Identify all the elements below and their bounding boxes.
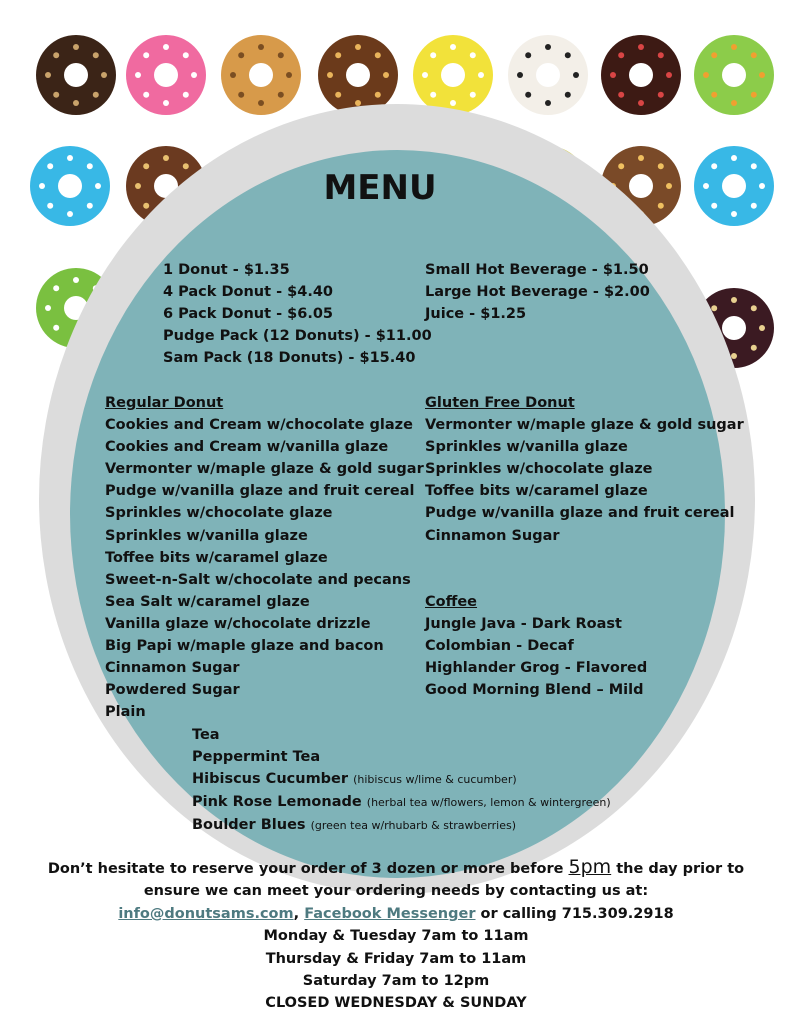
- tea-item-note: (hibiscus w/lime & cucumber): [353, 773, 517, 787]
- price-item: Pudge Pack (12 Donuts) - $11.00: [163, 328, 432, 345]
- donut-topping: [450, 44, 456, 50]
- price-item: Small Hot Beverage - $1.50: [425, 262, 649, 278]
- tea-item: [192, 791, 611, 814]
- donut-topping: [545, 44, 551, 50]
- donut-topping: [135, 72, 141, 78]
- regular-donut-item: Vermonter w/maple glaze & gold sugar: [105, 461, 424, 478]
- donut-topping: [759, 72, 765, 78]
- price-item: 1 Donut - $1.35: [163, 262, 290, 278]
- donut-topping: [73, 44, 79, 50]
- donut-topping: [666, 72, 672, 78]
- coffee-item: Colombian - Decaf: [425, 638, 574, 655]
- price-item: Juice - $1.25: [425, 306, 527, 323]
- donut-topping: [278, 92, 284, 98]
- donut-topping: [658, 52, 664, 58]
- regular-donut-item: Big Papi w/maple glaze and bacon: [105, 638, 384, 655]
- donut-topping: [711, 52, 717, 58]
- donut-topping: [93, 92, 99, 98]
- donut-topping: [163, 155, 169, 161]
- price-item: Large Hot Beverage - $2.00: [425, 284, 650, 301]
- donut-hole: [629, 63, 653, 87]
- tea-item: [192, 814, 611, 837]
- donut-topping: [703, 72, 709, 78]
- regular-donut-item: Sprinkles w/chocolate glaze: [105, 505, 333, 522]
- closed-days: CLOSED WEDNESDAY & SUNDAY: [265, 995, 527, 1012]
- donut-topping: [565, 52, 571, 58]
- donut-topping: [430, 92, 436, 98]
- donut-topping: [430, 52, 436, 58]
- donut-hole: [346, 63, 370, 87]
- donut-topping: [335, 52, 341, 58]
- donut-topping: [183, 52, 189, 58]
- regular-donut-heading: Regular Donut: [105, 395, 224, 411]
- hours-line: Thursday & Friday 7am to 11am: [265, 950, 527, 967]
- donut-topping: [230, 72, 236, 78]
- price-item: 4 Pack Donut - $4.40: [163, 284, 333, 301]
- donut-topping: [525, 52, 531, 58]
- donut-topping: [45, 305, 51, 311]
- donut-topping: [183, 92, 189, 98]
- coffee-heading: Coffee: [425, 594, 478, 610]
- gluten-free-item: Pudge w/vanilla glaze and fruit cereal: [425, 505, 735, 522]
- regular-donut-section: [105, 392, 424, 723]
- tea-item: [192, 746, 611, 768]
- regular-donut-item: Cinnamon Sugar: [105, 660, 240, 677]
- regular-donut-item: Cookies and Cream w/vanilla glaze: [105, 439, 389, 456]
- donut-topping: [478, 72, 484, 78]
- donut-topping: [711, 305, 717, 311]
- donut-topping: [53, 285, 59, 291]
- donut-topping: [565, 92, 571, 98]
- donut-hole: [154, 63, 178, 87]
- donut-topping: [258, 100, 264, 106]
- regular-donut-item: Cookies and Cream w/chocolate glaze: [105, 417, 413, 434]
- contact-line: [0, 903, 792, 925]
- donut-topping: [610, 72, 616, 78]
- tea-section: [192, 724, 611, 837]
- reserve-text-end: the day prior to: [611, 861, 745, 877]
- donut-topping: [355, 44, 361, 50]
- donut-topping: [751, 345, 757, 351]
- donut-hole: [249, 63, 273, 87]
- regular-donut-item: Sweet-n-Salt w/chocolate and pecans: [105, 571, 411, 588]
- donut-topping: [711, 92, 717, 98]
- donut-topping: [278, 52, 284, 58]
- menu-title: MENU: [323, 168, 437, 208]
- tea-item-name: Peppermint Tea: [192, 749, 321, 766]
- gluten-free-item: Toffee bits w/caramel glaze: [425, 483, 648, 500]
- tea-item-name: Pink Rose Lemonade: [192, 794, 362, 811]
- donut-topping: [517, 72, 523, 78]
- donut-topping: [53, 92, 59, 98]
- donut-topping: [163, 44, 169, 50]
- donut-topping: [525, 92, 531, 98]
- donut-topping: [731, 297, 737, 303]
- tea-item: [192, 768, 611, 791]
- pricing-left-list: [163, 259, 432, 369]
- donut-topping: [258, 44, 264, 50]
- footer-info: [0, 856, 792, 1015]
- phone-text: or calling 715.309.2918: [475, 905, 674, 922]
- donut-topping: [545, 100, 551, 106]
- donut-topping: [638, 100, 644, 106]
- donut-topping: [375, 52, 381, 58]
- gluten-free-item: Sprinkles w/chocolate glaze: [425, 461, 653, 478]
- tea-item-name: Hibiscus Cucumber: [192, 771, 349, 788]
- reserve-notice: [0, 856, 792, 880]
- regular-donut-item: Pudge w/vanilla glaze and fruit cereal: [105, 483, 415, 500]
- contact-separator: ,: [293, 905, 305, 922]
- regular-donut-item: Powdered Sugar: [105, 682, 240, 699]
- donut-topping: [731, 100, 737, 106]
- donut-topping: [67, 211, 73, 217]
- donut-topping: [731, 155, 737, 161]
- donut-topping: [286, 72, 292, 78]
- donut-topping: [375, 92, 381, 98]
- donut-topping: [67, 155, 73, 161]
- donut-topping: [751, 92, 757, 98]
- donut-topping: [73, 100, 79, 106]
- donut-topping: [238, 92, 244, 98]
- gluten-free-item: Vermonter w/maple glaze & gold sugar: [425, 417, 744, 434]
- hours-line: Saturday 7am to 12pm: [302, 973, 490, 990]
- tea-heading: Tea: [192, 727, 220, 743]
- facebook-messenger-link[interactable]: Facebook Messenger: [304, 905, 476, 922]
- gluten-free-section: [425, 392, 744, 547]
- donut-topping: [618, 92, 624, 98]
- donut-hole: [441, 63, 465, 87]
- donut-topping: [93, 52, 99, 58]
- donut-topping: [470, 52, 476, 58]
- donut-hole: [64, 63, 88, 87]
- donut-topping: [450, 100, 456, 106]
- donut-topping: [327, 72, 333, 78]
- donut-topping: [45, 72, 51, 78]
- donut-topping: [53, 52, 59, 58]
- donut-topping: [191, 72, 197, 78]
- gluten-free-heading: Gluten Free Donut: [425, 395, 575, 411]
- regular-donut-item: Plain: [105, 704, 146, 721]
- coffee-item: Highlander Grog - Flavored: [425, 660, 648, 677]
- regular-donut-item: Sprinkles w/vanilla glaze: [105, 527, 308, 544]
- contact-notice: ensure we can meet your ordering needs by contacting us at:: [143, 883, 649, 900]
- price-item: 6 Pack Donut - $6.05: [163, 306, 333, 323]
- donut-topping: [143, 92, 149, 98]
- donut-topping: [731, 353, 737, 359]
- reserve-text: Don’t hesitate to reserve your order of 3 dozen or more before: [47, 861, 569, 877]
- donut-topping: [731, 211, 737, 217]
- donut-topping: [238, 52, 244, 58]
- donut-hole: [722, 316, 746, 340]
- tea-item-note: (green tea w/rhubarb & strawberries): [310, 819, 516, 833]
- donut-hole: [722, 63, 746, 87]
- donut-topping: [163, 100, 169, 106]
- donut-topping: [731, 44, 737, 50]
- donut-topping: [638, 155, 644, 161]
- tea-item-name: Boulder Blues: [192, 817, 306, 834]
- donut-topping: [143, 52, 149, 58]
- hours-line: Monday & Tuesday 7am to 11am: [263, 928, 529, 945]
- donut-topping: [638, 44, 644, 50]
- pricing-right-list: [425, 259, 650, 325]
- donut-topping: [73, 277, 79, 283]
- donut-topping: [383, 72, 389, 78]
- tea-item-note: (herbal tea w/flowers, lemon & wintergreen): [366, 796, 611, 810]
- donut-topping: [335, 92, 341, 98]
- donut-topping: [53, 325, 59, 331]
- coffee-item: Jungle Java - Dark Roast: [425, 616, 622, 633]
- donut-topping: [573, 72, 579, 78]
- regular-donut-item: Vanilla glaze w/chocolate drizzle: [105, 615, 371, 632]
- donut-topping: [751, 305, 757, 311]
- donut-topping: [101, 72, 107, 78]
- donut-topping: [618, 52, 624, 58]
- donut-topping: [422, 72, 428, 78]
- deadline-time: 5pm: [568, 856, 612, 878]
- gluten-free-item: Cinnamon Sugar: [425, 527, 560, 544]
- donut-topping: [759, 325, 765, 331]
- email-link[interactable]: info@donutsams.com: [118, 905, 294, 922]
- regular-donut-item: Sea Salt w/caramel glaze: [105, 593, 310, 610]
- regular-donut-item: Toffee bits w/caramel glaze: [105, 549, 328, 566]
- donut-topping: [751, 52, 757, 58]
- coffee-section: [425, 591, 647, 701]
- price-item: Sam Pack (18 Donuts) - $15.40: [163, 350, 416, 367]
- gluten-free-item: Sprinkles w/vanilla glaze: [425, 439, 628, 456]
- donut-hole: [536, 63, 560, 87]
- donut-topping: [470, 92, 476, 98]
- coffee-item: Good Morning Blend – Mild: [425, 682, 644, 699]
- donut-topping: [658, 92, 664, 98]
